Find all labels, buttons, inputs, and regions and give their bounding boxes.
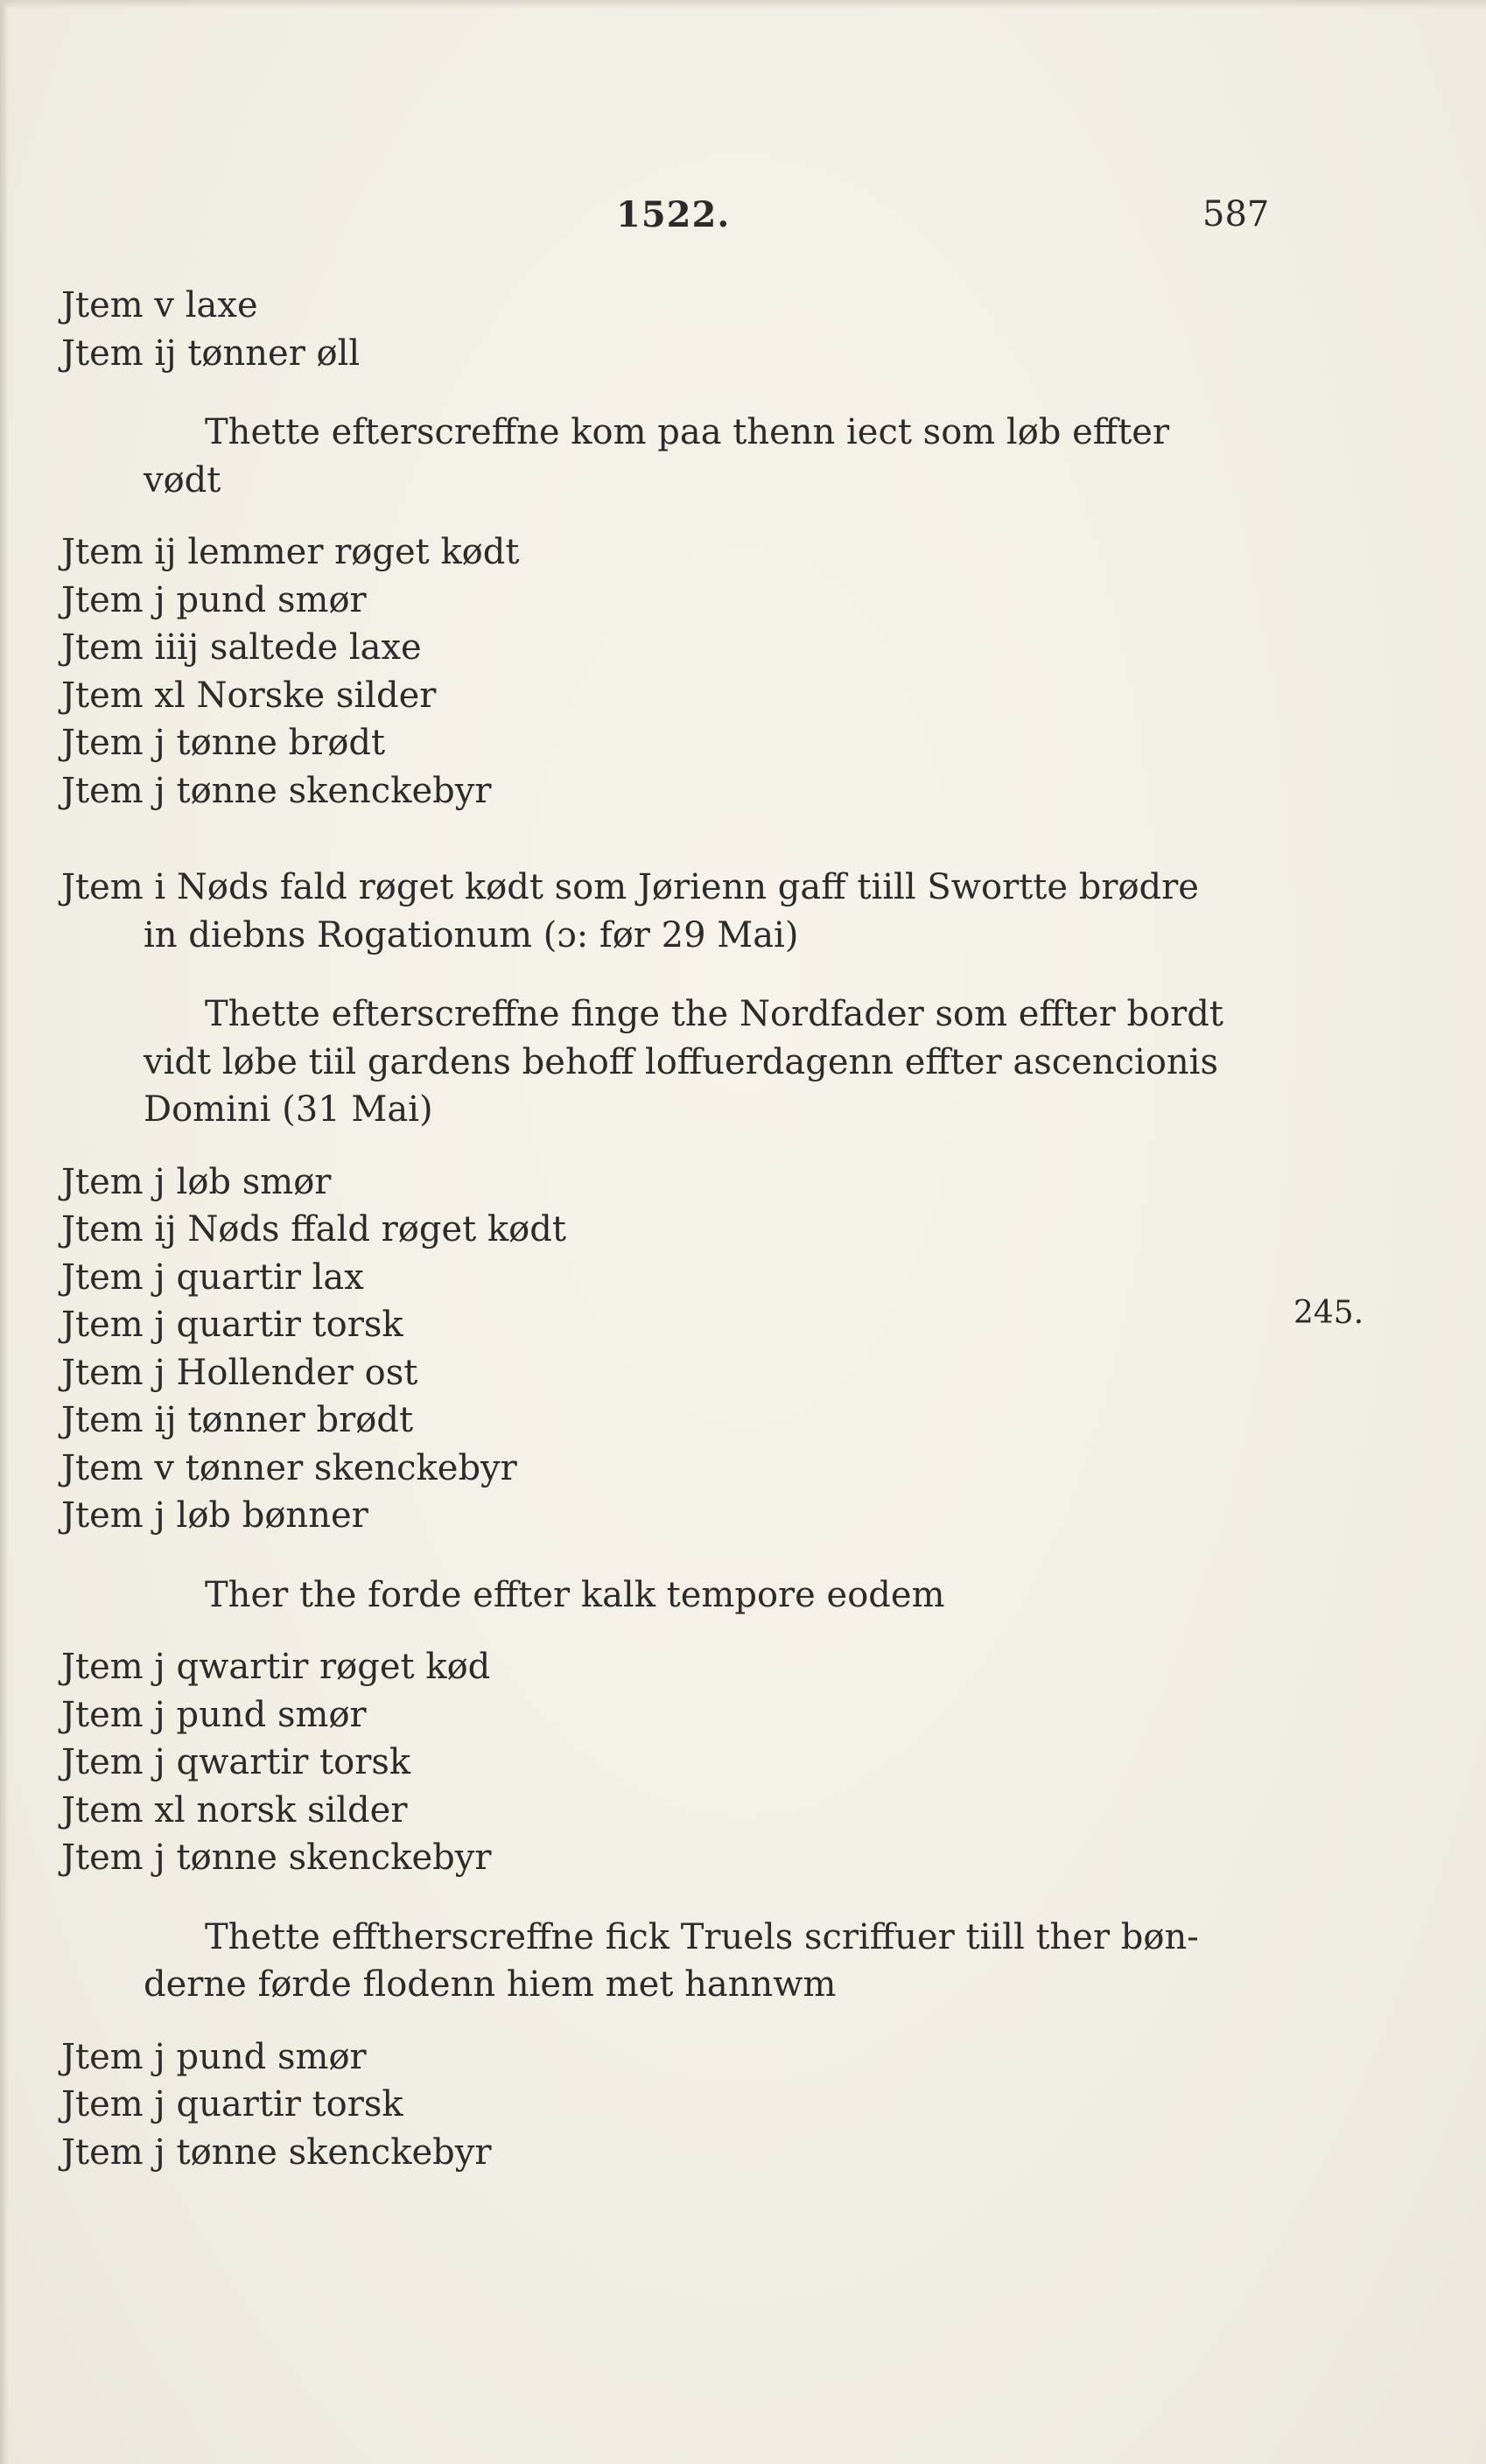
page-edge-shadow-left	[0, 0, 9, 2464]
page-body	[61, 282, 1269, 2176]
list-item: Jtem j quartir torsk	[61, 1305, 403, 1345]
list-item: Jtem j qwartir torsk	[61, 1742, 411, 1782]
list-item: Jtem j tønne skenckebyr	[61, 2132, 492, 2173]
list-item: Jtem ij Nøds ffald røget kødt	[61, 1209, 566, 1250]
running-head-year: 1522.	[616, 194, 731, 235]
list-item: Jtem j quartir lax	[61, 1256, 364, 1298]
heading-line: Ther the forde effter kalk tempore eodem	[205, 1574, 945, 1615]
list-item: Jtem j pund smør	[61, 579, 367, 620]
list-item: Jtem ij tønner øll	[61, 332, 361, 374]
page-number: 587	[1202, 194, 1270, 234]
hanging-entry	[61, 864, 1269, 959]
heading-line: Thette efterscreffne finge the Nordfader som effter bordt	[205, 994, 1223, 1034]
section-heading	[61, 990, 1269, 1134]
section-heading	[61, 1914, 1269, 2009]
heading-line: Thette efftherscreffne fick Truels scriffuer tiill ther bøn-	[205, 1916, 1199, 1957]
heading-line: vødt	[144, 459, 221, 500]
entry-line: Jtem i Nøds fald røget kødt som Jørienn gaff tiill Swortte brødre	[61, 867, 1199, 907]
list-item: Jtem j tønne skenckebyr	[61, 1838, 492, 1878]
heading-line: vidt løbe tiil gardens behoff loffuerdagenn effter ascencionis	[144, 1041, 1218, 1082]
list-item: Jtem j pund smør	[61, 2036, 367, 2077]
page-edge-shadow-top	[0, 0, 1486, 9]
list-item: Jtem ij lemmer røget kødt	[61, 532, 520, 572]
list-item: Jtem j Hollender ost	[61, 1352, 418, 1393]
list-item: Jtem j tønne skenckebyr	[61, 770, 492, 811]
section-heading	[61, 409, 1269, 504]
list-item: Jtem j pund smør	[61, 1694, 367, 1735]
list-item: Jtem xl norsk silder	[61, 1789, 408, 1830]
list-item: Jtem j tønne brødt	[61, 723, 386, 763]
list-item: Jtem j løb smør	[61, 1161, 332, 1202]
list-item: Jtem v laxe	[61, 285, 258, 326]
list-item: Jtem v tønner skenckebyr	[61, 1447, 517, 1488]
margin-reference-number: 245.	[1293, 1295, 1364, 1331]
heading-line: Domini (31 Mai)	[144, 1089, 433, 1130]
section-heading	[61, 1572, 1269, 1620]
list-item: Jtem iiij saltede laxe	[61, 627, 422, 668]
heading-line: derne førde flodenn hiem met hannwm	[144, 1964, 837, 2005]
heading-line: Thette efterscreffne kom paa thenn iect som løb effter	[205, 412, 1170, 452]
list-item: Jtem j qwartir røget kød	[61, 1647, 491, 1687]
list-item: Jtem j løb bønner	[61, 1495, 368, 1536]
list-item: Jtem xl Norske silder	[61, 675, 437, 716]
list-item: Jtem j quartir torsk	[61, 2084, 403, 2124]
entry-line: in diebns Rogationum (ɔ: før 29 Mai)	[144, 914, 799, 956]
list-item: Jtem ij tønner brødt	[61, 1400, 414, 1440]
